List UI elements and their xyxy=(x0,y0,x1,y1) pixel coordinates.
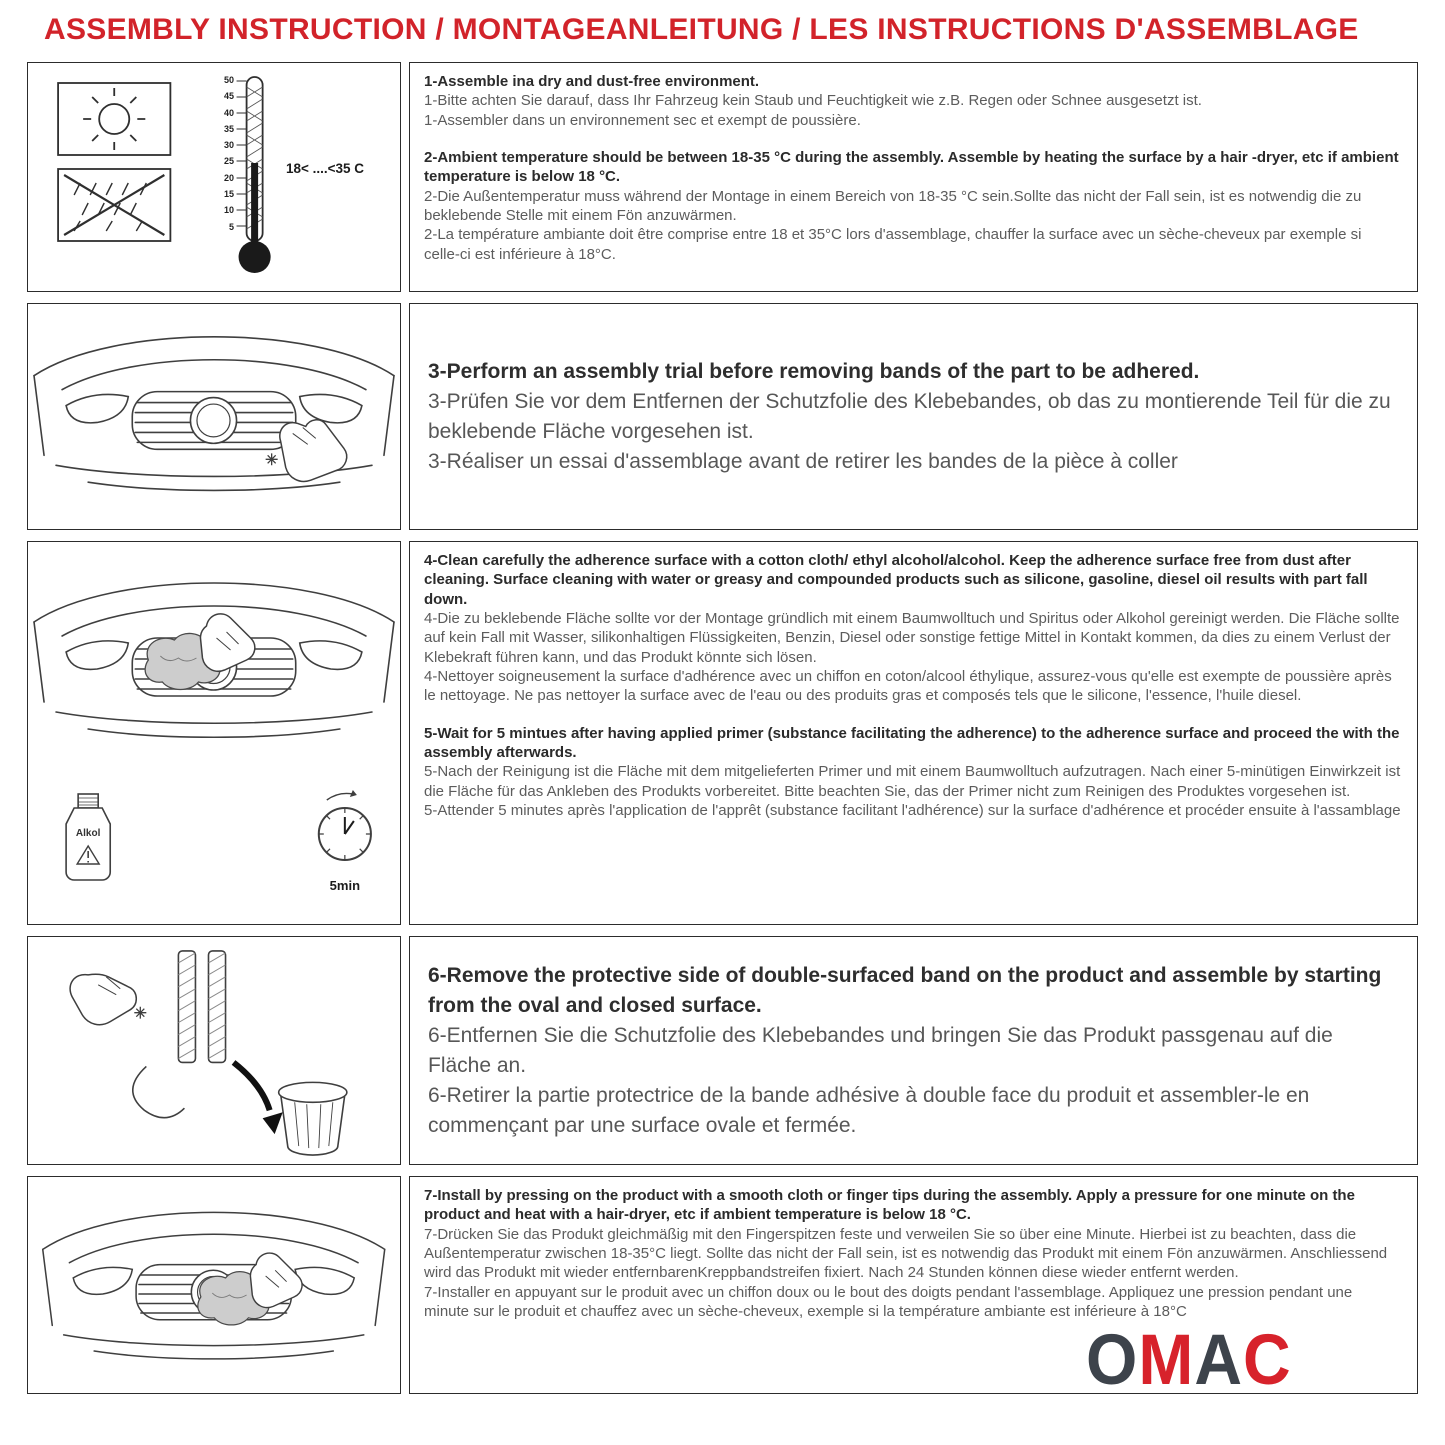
instruction-paragraph: 2-Die Außentemperatur muss während der Montage in einem Bereich von 18-35 °C sein.Sollte das nicht der Fall sein, ist es notwendig die zu beklebende Stelle mit einem Fön anzuwärmen. xyxy=(424,187,1362,225)
section-remove-band xyxy=(27,936,1418,1165)
hand-icon xyxy=(280,420,347,482)
instruction-paragraph: 7-Drücken Sie das Produkt gleichmäßig mit den Fingerspitzen feste und verweilen Sie so über eine Minute. Hierbei ist zu beachten, dass die Außentemperatur zwischen 18-35°C liegt. Sollte das nicht der Fall sein, ist es notwendig das Produkt mit einem Fön anzuwärmen. Anschliessend wird das Produkt mit wieder entfernbarenKreppbandstreifen fixiert. Nach 24 Stunden können diese wieder entfernt werden. xyxy=(424,1225,1388,1282)
instructions-text-4-5 xyxy=(409,541,1418,925)
sun-icon xyxy=(58,83,170,155)
omac-logo-letter: M xyxy=(1138,1319,1195,1399)
instructions-text-3 xyxy=(409,303,1418,530)
arrow-icon xyxy=(234,1062,283,1134)
trial-illustration-box xyxy=(27,303,401,530)
pressing-illustration-box xyxy=(27,1176,401,1394)
omac-logo-letter: A xyxy=(1194,1319,1243,1399)
instruction-rows xyxy=(27,62,1418,1394)
instruction-paragraph: 7-Install by pressing on the product with a smooth cloth or finger tips during the assembly. Apply a pressure for one minute on the product and heat with a hair-dryer, etc if ambient temperature is below 18 °C. xyxy=(424,1187,1355,1224)
instruction-paragraph: 2-Ambient temperature should be between 18-35 °C during the assembly. Assemble by heating the surface by a hair -dryer, etc if ambient temperature is below 18 °C. xyxy=(424,149,1399,186)
instruction-paragraph: 2-La température ambiante doit être comprise entre 18 et 35°C lors d'assemblage, chauffer la surface avec un sèche-cheveux par exemple si celle-ci est inférieure à 18°C. xyxy=(424,226,1362,263)
thermometer-scale xyxy=(206,72,234,235)
instruction-paragraph: 6-Entfernen Sie die Schutzfolie des Klebebandes und bringen Sie das Produkt passgenau auf die Fläche an. xyxy=(428,1023,1333,1077)
hand-icon xyxy=(70,974,136,1024)
instruction-paragraph: 6-Remove the protective side of double-surfaced band on the product and assemble by starting from the oval and closed surface. xyxy=(428,963,1382,1017)
instruction-paragraph: 5-Nach der Reinigung ist die Fläche mit dem mitgelieferten Primer und mit einem Baumwolltuch aufzutragen. Nach einer 5-minütigen Einwirkzeit ist die Fläche für das Ankleben des Produkts vorbereitet. Bitte beachten Sie, das der Primer nicht zum Reinigen des Produktes vorgesehen ist. xyxy=(424,763,1401,800)
cleaning-cloth-icon xyxy=(145,614,255,690)
cleaning-illustration-box xyxy=(27,541,401,925)
instruction-paragraph: 4-Nettoyer soigneusement la surface d'adhérence avec un chiffon en coton/alcool éthylique, assurez-vous qu'elle est exempte de poussière après le nettoyage. Ne pas nettoyer la surface avec de l'eau ou des produits gras et composés tels que le silicone, l'essence, l'huile diesel. xyxy=(424,668,1392,705)
thermometer-scale-number: 45 xyxy=(223,91,234,102)
page-title: ASSEMBLY INSTRUCTION / MONTAGEANLEITUNG / LES INSTRUCTIONS D'ASSEMBLAGE xyxy=(44,13,1359,46)
bottle-label: Alkol xyxy=(75,828,101,839)
pressing-hand-icon xyxy=(198,1253,302,1325)
instruction-paragraph: 3-Prüfen Sie vor dem Entfernen der Schutzfolie des Klebebandes, ob das zu montierende Teil für die zu beklebende Fläche vorgesehen ist. xyxy=(428,389,1391,443)
instruction-paragraph: 5-Wait for 5 mintues after having applied primer (substance facilitating the adherence) to the adherence surface and proceed the with the assembly afterwards. xyxy=(424,724,1400,762)
thermometer-icon xyxy=(237,77,271,273)
clock-label: 5min xyxy=(329,878,361,893)
peeling-illustration-box xyxy=(27,936,401,1165)
band-removal-illustration xyxy=(28,937,400,1164)
no-rain-icon xyxy=(58,169,170,241)
instruction-paragraph: 1-Assemble ina dry and dust-free environment. xyxy=(424,73,760,90)
instruction-paragraph: 5-Attender 5 minutes après l'application de l'apprêt (substance facilitant l'adhérence) sur la surface d'adhérence et procéder ensuite à l'assamblage xyxy=(424,802,1401,820)
instructions-text-1-2 xyxy=(409,62,1418,292)
thermometer-scale-number: 50 xyxy=(223,75,234,85)
section-cleaning-primer xyxy=(27,541,1418,925)
section-assembly-trial xyxy=(27,303,1418,530)
thermometer-scale-number: 5 xyxy=(228,221,234,232)
car-grille-cleaning-illustration xyxy=(28,542,400,924)
instruction-paragraph: 3-Perform an assembly trial before removing bands of the part to be adhered. xyxy=(428,359,1200,383)
instruction-paragraph: 1-Assembler dans un environnement sec et exempt de poussière. xyxy=(424,111,861,129)
sparkle-icon xyxy=(134,1007,146,1019)
instruction-paragraph: 7-Installer en appuyant sur le produit avec un chiffon doux ou le bout des doigts pendant l'assemblage. Appliquez une pression pendant une minute sur le produit et chauffez avec un sèche-cheveux, exemple si la température ambiante est inférieure à 18°C xyxy=(424,1283,1353,1321)
peeled-film-icon xyxy=(133,1066,185,1117)
instruction-paragraph: 4-Die zu beklebende Fläche sollte vor der Montage gründlich mit einem Baumwolltuch und Spiritus oder Alkohol gereinigt werden. Die Fläche sollte auf kein Fall mit Wasser, silikonhaltigen Flüssigkeiten, Benzin, Diesel oder sonstige fettige Mittel in Kontakt kommen, da dies zu einem Verlust der Klebekraft führen kann, und das Produkt könnte sich lösen. xyxy=(424,610,1400,666)
car-grille-pressing-illustration xyxy=(28,1177,400,1393)
thermometer-scale-number: 30 xyxy=(223,140,234,151)
thermometer-scale-number: 10 xyxy=(223,205,234,216)
thermometer-scale-number: 15 xyxy=(223,189,234,200)
temperature-range-label: 18< ....<35 C xyxy=(286,161,365,176)
instructions-text-6 xyxy=(409,936,1418,1165)
instruction-paragraph: 1-Bitte achten Sie darauf, dass Ihr Fahrzeug kein Staub und Feuchtigkeit wie z.B. Regen oder Schnee ausgesetzt ist. xyxy=(424,92,1202,110)
omac-logo-letter: O xyxy=(1086,1319,1139,1399)
thermometer-scale-number: 35 xyxy=(223,123,234,134)
car-grille-trial-illustration xyxy=(28,304,400,529)
instruction-paragraph: 4-Clean carefully the adherence surface with a cotton cloth/ ethyl alcohol/alcohol. Keep the adherence surface free from dust after cleaning. Surface cleaning with water or greasy and compounded products such as silicone, gasoline, diesel oil results with part fall down. xyxy=(424,552,1368,608)
omac-logo xyxy=(1086,1318,1292,1400)
thermometer-scale-number: 40 xyxy=(223,107,234,118)
thermometer-scale-number: 20 xyxy=(223,172,234,183)
instruction-paragraph: 3-Réaliser un essai d'assemblage avant de retirer les bandes de la pièce à coller xyxy=(428,450,1178,474)
clock-icon xyxy=(319,790,371,860)
climate-illustration-box xyxy=(27,62,401,292)
sparkle-icon xyxy=(266,453,278,465)
omac-logo-letter: C xyxy=(1243,1319,1292,1399)
trash-can-icon xyxy=(279,1082,347,1155)
alcohol-bottle-icon xyxy=(66,794,110,880)
thermometer-scale-number: 25 xyxy=(223,156,234,167)
instruction-paragraph: 6-Retirer la partie protectrice de la bande adhésive à double face du produit et assembler-le en commençant par une surface ovale et fermée. xyxy=(428,1084,1310,1138)
section-environment-temperature xyxy=(27,62,1418,292)
